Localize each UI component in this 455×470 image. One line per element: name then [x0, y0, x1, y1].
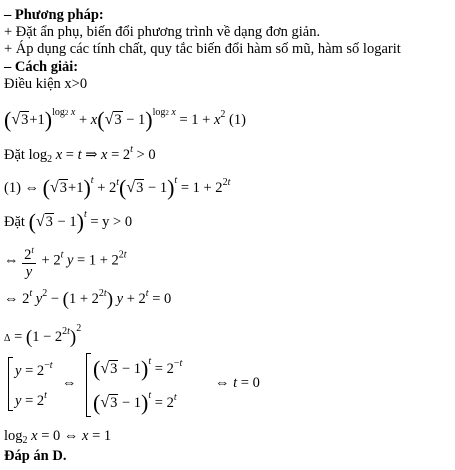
substitution-line: Đặt $\log_2 x = t$ ⇒ $x = 2^t > 0$	[4, 144, 156, 165]
y-solution-1: $y = 2^{-t}$	[15, 360, 53, 379]
method-line-2: + Áp dụng các tính chất, quy tắc biến đổi hàm số mũ, hàm số logarit	[4, 41, 401, 57]
dat-label-2: Đặt	[4, 214, 25, 230]
equation-1-rewritten: (1) ⇔ $(√3+1)^t + 2^t(√3 - 1)^t = 1 + 2^{2t}$	[4, 175, 231, 200]
system-bracket-right	[86, 353, 91, 417]
y-solution-2: $y = 2^t$	[15, 390, 47, 409]
final-result: $\log_2 x = 0$ ⇔ x = 1	[4, 428, 112, 446]
quadratic-equation: ⇔ 2$^t$ $y^2 - (1 + 2^{2t}) y + 2^t = 0$	[4, 288, 172, 310]
equivalence-arrow-1: ⇔	[62, 375, 77, 391]
second-substitution: Đặt $(√3 - 1)^t = y > 0$	[4, 209, 133, 234]
fraction-equation: ⇔ $\frac{2^t}{y}$ + $2^t$ $y = 1 + 2^{2t}$	[4, 242, 127, 280]
answer-line: Đáp án D.	[4, 448, 67, 464]
solution-title: – Cách giải:	[4, 59, 79, 75]
equation-label: (1)	[229, 112, 246, 128]
method-line-1: + Đặt ẩn phụ, biến đổi phương trình về dạng đơn giản.	[4, 24, 321, 40]
method-title: – Phương pháp:	[4, 7, 104, 23]
power-solution-2: $(√3 - 1)^t = 2^t$	[93, 390, 177, 415]
equation-1: $(√3+1)^{log2 x} + x(√3 - 1)^{log2 x} = 1 + x^2$ (1)	[4, 107, 246, 132]
t-zero: ⇔ t = 0	[215, 375, 260, 391]
condition-line: Điều kiện x>0	[4, 76, 88, 92]
dat-label: Đặt	[4, 147, 25, 163]
system-bracket-left	[8, 357, 13, 411]
y-positive: = y > 0	[90, 214, 133, 230]
discriminant: $\Delta = (1 - 2^{2t})^2$	[4, 323, 82, 348]
power-solution-1: $(√3 - 1)^t = 2^{-t}$	[93, 356, 183, 381]
